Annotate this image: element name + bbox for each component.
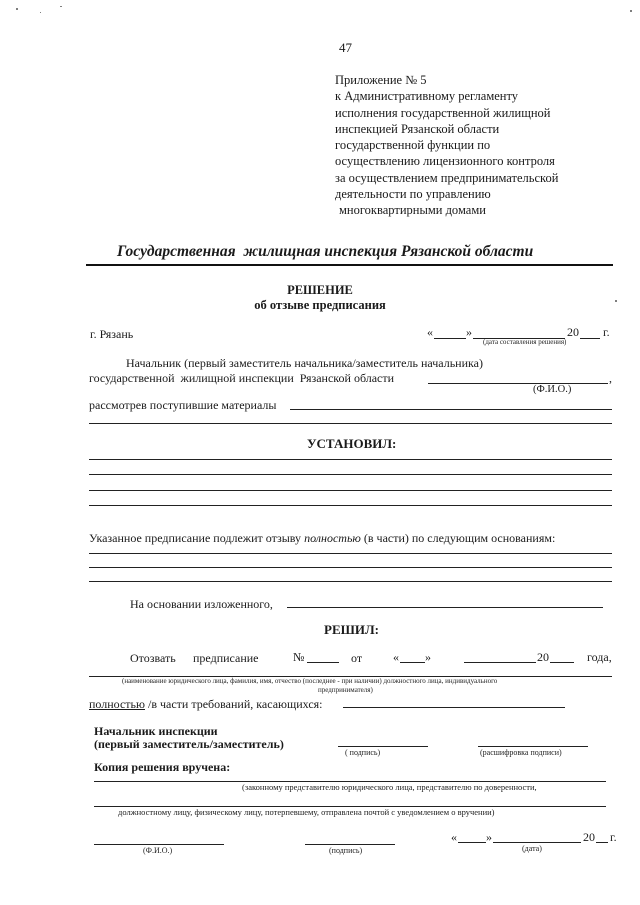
date-day-field[interactable] (434, 338, 466, 339)
grounds-line[interactable] (89, 581, 612, 582)
scan-speck (630, 10, 632, 12)
date-year-field[interactable] (580, 338, 600, 339)
date-year-suffix: г. (603, 325, 610, 339)
copy-fio-field[interactable] (94, 844, 224, 845)
copy-quote-open: « (451, 830, 457, 844)
reviewed-field-continuation[interactable] (89, 423, 612, 424)
organization-title: Государственная жилищная инспекция Рязанской области (117, 243, 534, 260)
copy-year-field[interactable] (596, 842, 608, 843)
revoke-number-sign: № (293, 650, 305, 664)
appendix-line: за осуществлением предпринимательской (335, 170, 559, 185)
revoke-scope (89, 697, 323, 712)
page-number: 47 (339, 40, 352, 55)
city-label: г. Рязань (90, 327, 134, 341)
copy-recipient-hint: (законному представителю юридического лица, представителю по доверенности, (242, 782, 537, 792)
revoke-month-field[interactable] (464, 662, 536, 663)
revoke-entity-hint-2: предпринимателя) (318, 686, 373, 694)
copy-fio-hint: (Ф.И.О.) (143, 846, 173, 855)
based-on-field[interactable] (287, 607, 603, 608)
decided-heading: РЕШИЛ: (324, 622, 380, 637)
grounds-text-after: (в части) по следующим основаниям: (360, 531, 556, 545)
scan-speck (16, 8, 18, 10)
signature-field[interactable] (338, 746, 428, 747)
head-comma: , (609, 371, 612, 385)
revoke-year-suffix: года, (587, 650, 612, 664)
copy-sign-hint: (подпись) (329, 846, 363, 855)
appendix-block (335, 72, 635, 219)
copy-quote-close: » (486, 830, 492, 844)
grounds-text (89, 531, 555, 546)
copy-recipient-hint-2: должностному лицу, физическому лицу, потерпевшему, отправлена почтой с уведомлением о вручении) (118, 807, 495, 817)
revoke-partial-text: /в части требований, касающихся: (144, 697, 323, 711)
head-organization-line: государственной жилищной инспекции Рязанской области (89, 371, 395, 385)
copy-year-suffix: г. (610, 830, 617, 844)
revoke-quote-open: « (393, 650, 399, 664)
established-line[interactable] (89, 474, 612, 475)
copy-date-hint: (дата) (522, 844, 542, 853)
organization-rule (86, 264, 613, 266)
revoke-day-field[interactable] (400, 662, 425, 663)
date-hint: (дата составления решения) (483, 338, 567, 346)
appendix-line: деятельности по управлению (335, 187, 491, 202)
signature-decode-field[interactable] (478, 746, 588, 747)
revoke-number-field[interactable] (307, 662, 339, 663)
appendix-line: государственной функции по (335, 138, 491, 153)
grounds-text-italic: полностью (304, 531, 361, 545)
appendix-line: осуществлению лицензионного контроля (335, 154, 555, 169)
revoke-year-field[interactable] (550, 662, 574, 663)
signatory-role-2: (первый заместитель/заместитель) (94, 737, 284, 751)
established-heading: УСТАНОВИЛ: (307, 436, 397, 451)
date-quote-close: » (466, 325, 472, 339)
head-position-line: Начальник (первый заместитель начальника/заместитель начальника) (126, 356, 483, 370)
copy-day-field[interactable] (458, 842, 486, 843)
based-on-label: На основании изложенного, (130, 597, 273, 611)
established-line[interactable] (89, 459, 612, 460)
revoke-quote-close: » (425, 650, 431, 664)
reviewed-field[interactable] (290, 409, 612, 410)
copy-sign-field[interactable] (305, 844, 395, 845)
scan-speck (60, 6, 62, 7)
revoke-from-label: от (351, 651, 363, 665)
signature-decode-hint: (расшифровка подписи) (480, 748, 562, 757)
decision-subtitle: об отзыве предписания (254, 298, 386, 312)
revoke-order-label: предписание (193, 651, 259, 665)
appendix-line: исполнения государственной жилищной (335, 105, 551, 120)
decision-title: РЕШЕНИЕ (287, 283, 353, 297)
revoke-year-prefix: 20 (537, 650, 549, 664)
revoke-full-word: полностью (89, 697, 145, 711)
appendix-line: многоквартирными домами (339, 203, 486, 218)
scan-speck (40, 12, 41, 13)
appendix-line: Приложение № 5 (335, 73, 427, 87)
grounds-line[interactable] (89, 553, 612, 554)
established-line[interactable] (89, 490, 612, 491)
revoke-label: Отозвать (130, 651, 176, 665)
grounds-text-before: Указанное предписание подлежит отзыву (89, 531, 305, 545)
established-line[interactable] (89, 505, 612, 506)
date-year-prefix: 20 (567, 325, 579, 339)
reviewed-label: рассмотрев поступившие материалы (89, 398, 277, 412)
signature-hint: ( подпись) (345, 748, 381, 757)
appendix-line: инспекцией Рязанской области (335, 121, 500, 136)
head-fio-hint: (Ф.И.О.) (533, 384, 572, 395)
revoke-entity-hint: (наименование юридического лица, фамилия, имя, отчество (последнее - при наличии) должностного лица, индивидуального (122, 677, 498, 685)
signatory-role: Начальник инспекции (94, 724, 218, 738)
grounds-line[interactable] (89, 567, 612, 568)
copy-title: Копия решения вручена: (94, 760, 231, 774)
appendix-line: к Административному регламенту (335, 89, 519, 104)
revoke-scope-field[interactable] (343, 707, 565, 708)
copy-year-prefix: 20 (583, 830, 595, 844)
copy-month-field[interactable] (493, 842, 581, 843)
head-fio-field[interactable] (428, 383, 608, 384)
date-quote-open: « (427, 325, 433, 339)
